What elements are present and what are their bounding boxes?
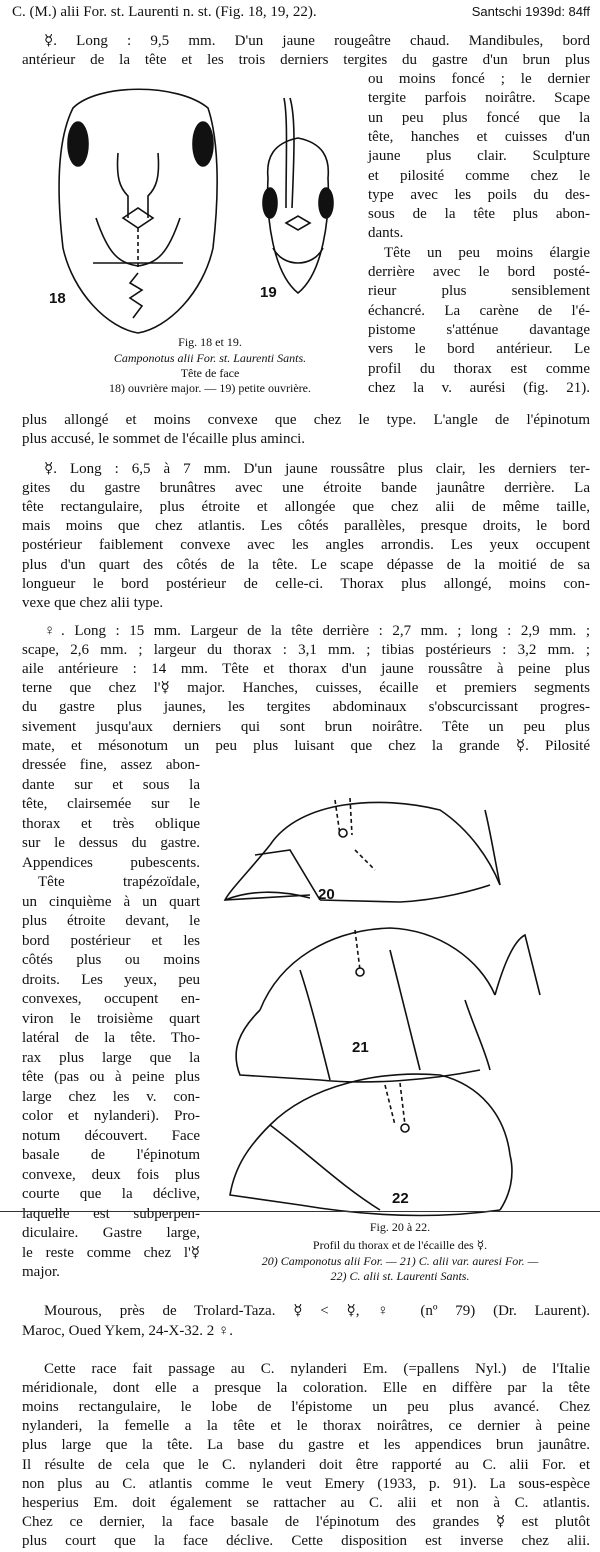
paragraph-line: vexe que chez alii type. (22, 594, 164, 611)
paragraph-line: basale de l'épinotum (22, 1147, 200, 1163)
caption-line: 18) ouvrière major. — 19) petite ouvrière. (109, 381, 311, 395)
paragraph-line: laquelle est subperpen- (22, 1205, 200, 1222)
paragraph-line: ☿. Long : 9,5 mm. D'un jaune rougeâtre chaud. Mandibules, bord (44, 33, 590, 49)
caption-line: Fig. 18 et 19. (178, 335, 242, 349)
caption-line: Camponotus alii For. st. Laurenti Sants. (113, 351, 307, 365)
paragraph-line: aile antérieure : 14 mm. Tête et thorax d'un jaune roussâtre à peine plus (22, 661, 590, 678)
paragraph-line: le reste comme chez l'☿ (22, 1244, 200, 1261)
paragraph-line: large chez les v. con- (22, 1088, 200, 1105)
paragraph-line: chez la v. aurési (fig. 21). (368, 379, 590, 396)
paragraph-line: tergite parfois noirâtre. Scape (368, 90, 590, 107)
paragraph-line: courte que la déclive, (22, 1186, 200, 1202)
paragraph-line: diculaire. Gastre large, (22, 1225, 200, 1241)
paragraph-line: Tête un peu moins élargie (384, 244, 590, 261)
paragraph-line: thorax et très oblique (22, 815, 200, 832)
figure-18-label: 18 (49, 290, 66, 307)
paragraph-line: ou moins foncé ; le dernier (368, 71, 590, 87)
paragraph-line: dressée fine, assez abon- (22, 757, 200, 773)
paragraph-line: non plus au C. atlantis comme le veut Emery (1933, p. 91). La sous-espèce (22, 1475, 590, 1492)
paragraph-line: du gastre plus jaunes, les tergites abdominaux s'obscurcissant progres- (22, 699, 590, 716)
scan-seam-line (0, 1211, 600, 1212)
paragraph-line: côtés plus ou moins (22, 952, 200, 968)
paragraph-line: latéral de la tête. Tho- (22, 1030, 200, 1046)
paragraph-line: color et nylanderi). Pro- (22, 1108, 200, 1124)
thorax-figure-20 (225, 798, 500, 902)
paragraph-line: méridionale, dont elle a presque la coloration. Elle en diffère par la tête (22, 1380, 590, 1397)
paragraph-line: major. (22, 1264, 60, 1280)
paragraph-line: ♀. Long : 15 mm. Largeur de la tête derrière : 2,7 mm. ; long : 2,9 mm. ; (44, 623, 590, 639)
paragraph-line: un cinquième à un quart (22, 893, 200, 910)
paragraph-line: plus court que la face déclive. Cette disposition est inverse chez alii. (22, 1532, 590, 1549)
locality-line: Maroc, Oued Ykem, 24-X-32. 2 ♀. (22, 1322, 234, 1339)
page-header (12, 4, 590, 26)
paragraph-line: plus large que la tête. La base du gastre et les appendices brun jaunâtre. (22, 1437, 590, 1454)
paragraph-line: ☿. Long : 6,5 à 7 mm. D'un jaune roussâtre plus clair, les derniers ter- (44, 461, 590, 477)
paragraph-line: terne que chez l'☿ major. Hanches, cuisses, écaille et premiers segments (22, 680, 590, 697)
figure-21-label: 21 (352, 1039, 369, 1056)
head-figures-18-19 (38, 78, 348, 338)
source-citation: Santschi 1939d: 84ff (471, 4, 590, 19)
species-title: C. (M.) alii For. st. Laurenti n. st. (Fig. 18, 19, 22). (12, 4, 317, 20)
thorax-figures-20-22 (210, 790, 595, 1220)
paragraph-line: viron le troisième quart (22, 1010, 200, 1027)
paragraph-line: moins rectangulaire, le lobe de l'épistome un peu plus avancé. Chez (22, 1399, 590, 1416)
paragraph-line: tête (pas ou à peine plus (22, 1069, 200, 1085)
paragraph-line: droits. Les yeux, peu (22, 971, 200, 988)
paragraph-line: sous de la tête plus abon- (368, 206, 590, 223)
paragraph-line: jaune plus clair. Sculpture (368, 148, 590, 165)
paragraph-line: Il résulte de cela que le C. nylanderi doit être rapporté au C. alii For. et (22, 1456, 590, 1473)
thorax-figure-21 (236, 928, 540, 1082)
figure-19-label: 19 (260, 284, 277, 301)
locality-line: Mourous, près de Trolard-Taza. ☿ < ☿, ♀ (nº 79) (Dr. Laurent). (44, 1303, 590, 1319)
paragraph-line: mais moins que chez atlantis. Les côtés parallèles, presque droits, le bord (22, 518, 590, 535)
paragraph-line: longueur le bord postérieur de celle-ci. Thorax plus allongé, moins con- (22, 575, 590, 592)
paragraph-line: convexe, deux fois plus (22, 1166, 200, 1183)
paragraph-line: tête, clairsemée sur le (22, 796, 200, 812)
paragraph-line: postérieur faiblement convexe avec les angles arrondis. Les yeux occupent (22, 537, 590, 554)
paragraph-line: antérieur de la tête et les trois derniers tergites du gastre d'un brun plus (22, 52, 590, 68)
paragraph-line: derrière avec le bord posté- (368, 264, 590, 280)
paragraph-line: type avec les poils du des- (368, 186, 590, 203)
paragraph-line: convexes, occupent en- (22, 991, 200, 1007)
caption-line: 22) C. alii st. Laurenti Sants. (330, 1269, 470, 1283)
paragraph-line: mate, et mésonotum un peu plus luisant que chez la grande ☿. Pilosité (22, 737, 590, 754)
paragraph-line: tête rectangulaire, plus étroite et allongée que chez alii de même taille, (22, 499, 590, 516)
paragraph-line: profil du thorax est comme (368, 360, 590, 377)
head-figure-18 (59, 89, 217, 333)
paragraph-line: échancré. La carène de l'é- (368, 302, 590, 319)
paragraph-line: rieur plus sensiblement (368, 283, 590, 300)
paragraph-line: hesperius Em. doit également se rattacher au C. alii et non à C. atlantis. (22, 1494, 590, 1511)
caption-line: Tête de face (180, 366, 240, 380)
paragraph-line: Cette race fait passage au C. nylanderi Em. (=pallens Nyl.) de l'Italie (44, 1361, 590, 1377)
paragraph-line: et pilosité comme chez le (368, 167, 590, 184)
paragraph-line: rax plus large que la (22, 1049, 200, 1066)
paragraph-line: plus étroite devant, le (22, 913, 200, 929)
paragraph-line: pistome s'atténue davantage (368, 321, 590, 338)
paragraph-line: scape, 2,6 mm. ; largeur du thorax : 3,1 mm. ; tibias postérieurs : 3,2 mm. ; (22, 642, 590, 659)
head-figure-19 (263, 98, 333, 293)
paragraph-line: dants. (368, 225, 404, 242)
paragraph-line: Appendices pubescents. (22, 854, 200, 871)
paragraph-line: gites du gastre brunâtres avec une étroite bande jaunâtre derrière. La (22, 480, 590, 497)
thorax-figure-22 (230, 1074, 512, 1215)
paragraph-line: plus allongé et moins convexe que chez le type. L'angle de l'épinotum (22, 412, 590, 428)
caption-line: Fig. 20 à 22. (369, 1220, 431, 1234)
paragraph-line: Chez ce dernier, la face basale de l'épinotum des grandes ☿ est plutôt (22, 1513, 590, 1530)
figure-22-label: 22 (392, 1190, 409, 1207)
paragraph-line: vers le bord antérieur. Le (368, 341, 590, 358)
paragraph-line: plus d'un quart des côtés de la tête. Le scape dépasse de la moitié de sa (22, 556, 590, 573)
figure-20-label: 20 (318, 886, 335, 903)
paragraph-line: dante sur et sous la (22, 776, 200, 793)
paragraph-line: Tête trapézoïdale, (38, 874, 200, 890)
paragraph-line: un peu plus foncé que la (368, 109, 590, 126)
paragraph-line: notum découvert. Face (22, 1127, 200, 1144)
paragraph-line: plus accusé, le sommet de l'écaille plus aminci. (22, 431, 306, 447)
caption-line: Profil du thorax et de l'écaille des ☿. (312, 1238, 488, 1252)
paragraph-line: sivement jusqu'aux derniers qui sont brun noirâtre. Tête un peu plus (22, 718, 590, 735)
paragraph-line: tête, hanches et cuisses d'un (368, 128, 590, 145)
paragraph-line: bord postérieur et les (22, 932, 200, 949)
caption-line: 20) Camponotus alii For. — 21) C. alii var. auresi For. — (261, 1254, 539, 1268)
paragraph-line: sur le dessus du gastre. (22, 835, 200, 851)
paragraph-line: nylanderi, la femelle a la tête et le thorax noirâtres, ce dernier à peine (22, 1418, 590, 1435)
